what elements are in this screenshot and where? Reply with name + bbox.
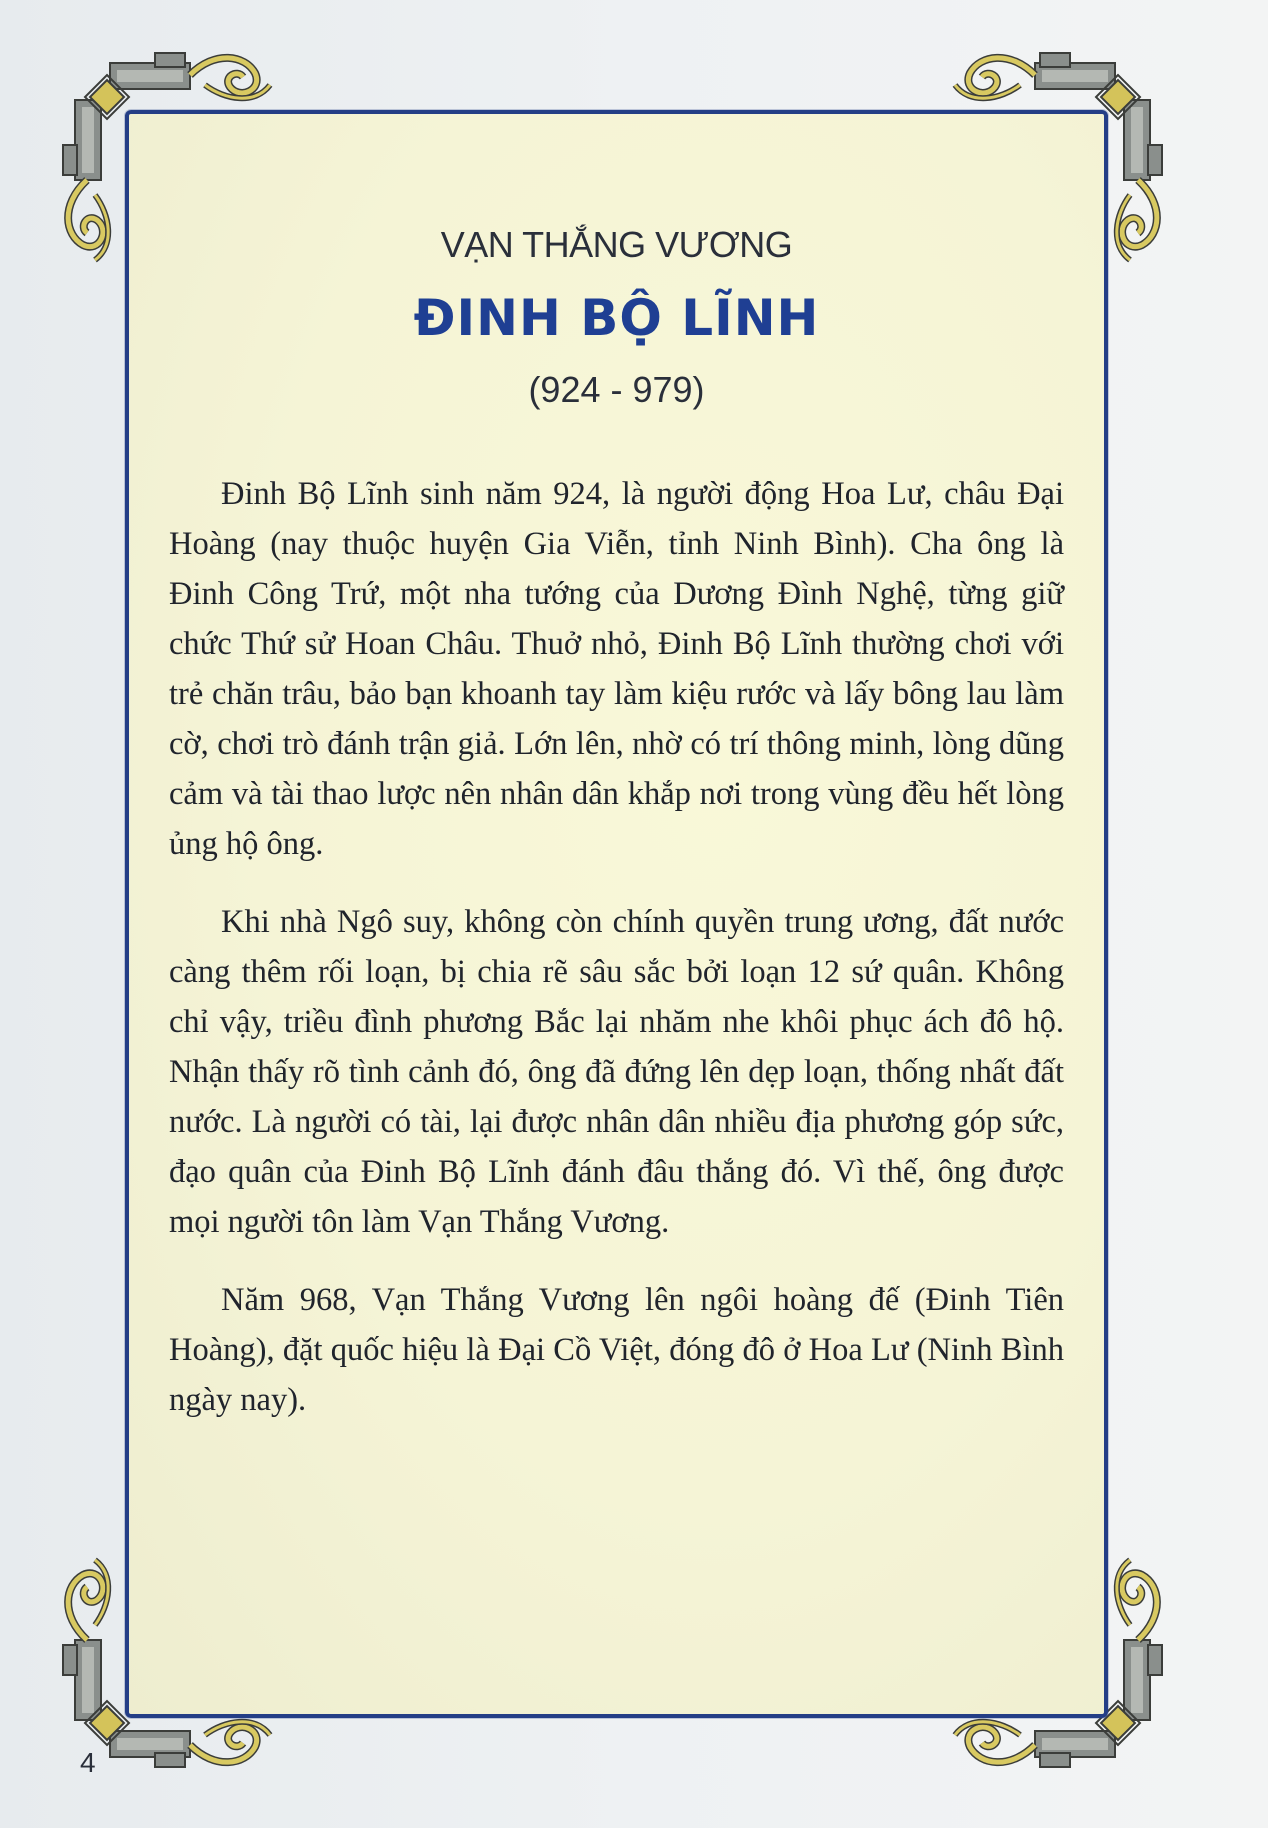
paragraph-3: Năm 968, Vạn Thắng Vương lên ngôi hoàng đế (Đinh Tiên Hoàng), đặt quốc hiệu là Đại Cồ Việt, đóng đô ở Hoa Lư (Ninh Bình ngày nay).	[169, 1282, 1064, 1418]
body-text	[169, 469, 1064, 1453]
paragraph-1: Đinh Bộ Lĩnh sinh năm 924, là người động Hoa Lư, châu Đại Hoàng (nay thuộc huyện Gia Viễn, tỉnh Ninh Bình). Cha ông là Đinh Công Trứ, một nha tướng của Dương Đình Nghệ, từng giữ chức Thứ sử Hoan Châu. Thuở nhỏ, Đinh Bộ Lĩnh thường chơi với trẻ chăn trâu, bảo bạn khoanh tay làm kiệu rước và lấy bông lau làm cờ, chơi trò đánh trận giả. Lớn lên, nhờ có trí thông minh, lòng dũng cảm và tài thao lược nên nhân dân khắp nơi trong vùng đều hết lòng ủng hộ ông.	[169, 476, 1064, 862]
page-subtitle: VẠN THẮNG VƯƠNG	[440, 224, 793, 265]
page-frame	[125, 110, 1108, 1718]
lifespan-years: (924 - 979)	[528, 369, 705, 410]
page-title: ĐINH BỘ LĨNH	[413, 289, 820, 347]
page-number: 4	[80, 1747, 96, 1778]
paragraph-2: Khi nhà Ngô suy, không còn chính quyền trung ương, đất nước càng thêm rối loạn, bị chia rẽ sâu sắc bởi loạn 12 sứ quân. Không chỉ vậy, triều đình phương Bắc lại nhăm nhe khôi phục ách đô hộ. Nhận thấy rõ tình cảnh đó, ông đã đứng lên dẹp loạn, thống nhất đất nước. Là người có tài, lại được nhân dân nhiều địa phương góp sức, đạo quân của Đinh Bộ Lĩnh đánh đâu thắng đó. Vì thế, ông được mọi người tôn làm Vạn Thắng Vương.	[169, 904, 1064, 1240]
